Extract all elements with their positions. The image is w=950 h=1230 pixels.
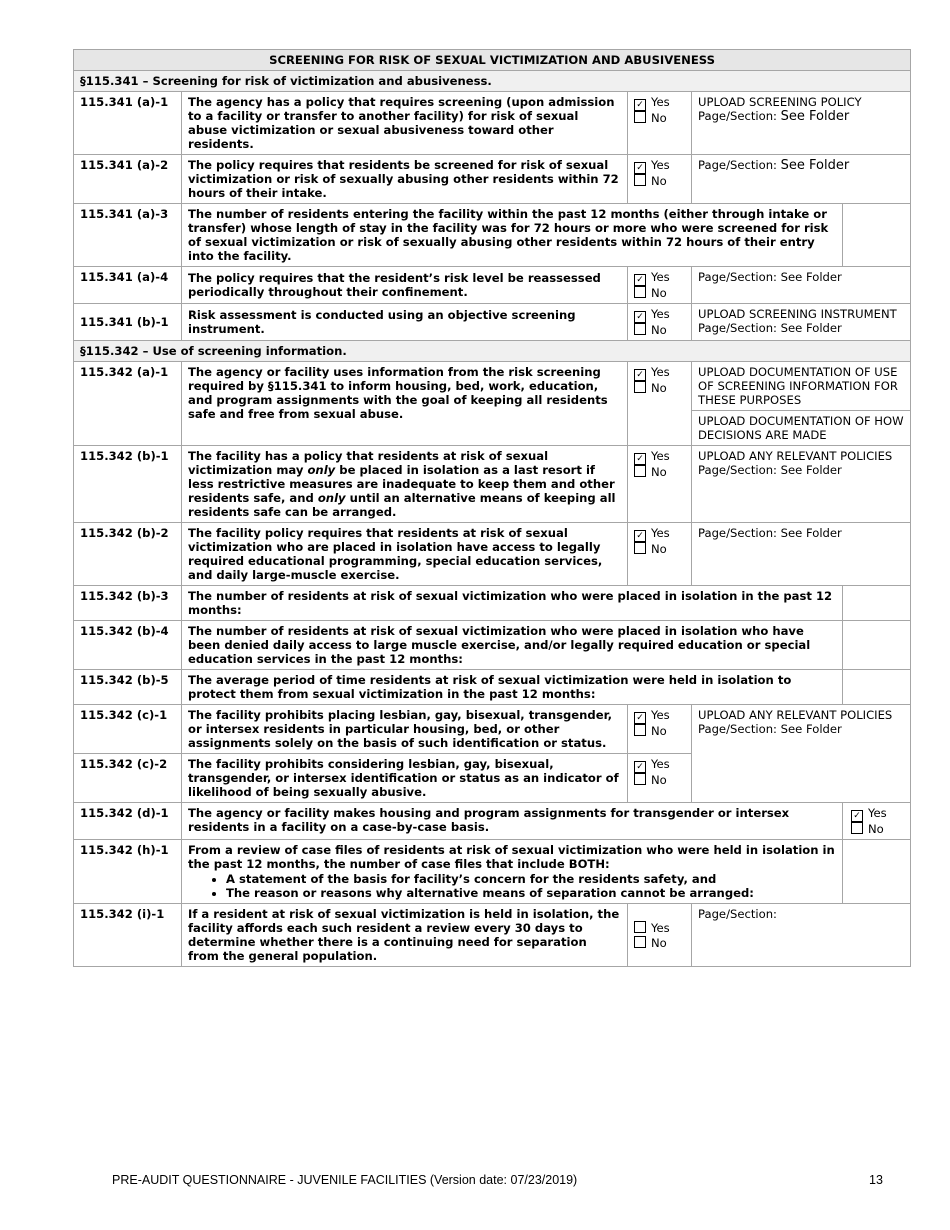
no-option[interactable]: No	[851, 821, 904, 836]
screening-table	[73, 49, 911, 967]
answer-input[interactable]	[843, 586, 911, 621]
no-option[interactable]: No	[634, 285, 685, 300]
page-section: Page/Section:	[698, 907, 777, 921]
row-code: 115.342 (d)-1	[74, 803, 182, 840]
table-title: SCREENING FOR RISK OF SEXUAL VICTIMIZATION AND ABUSIVENESS	[74, 50, 911, 71]
row-question: The policy requires that the resident’s risk level be reassessed periodically throughout their confinement.	[182, 267, 628, 304]
yes-option[interactable]: Yes	[634, 920, 685, 935]
list-item: • The reason or reasons why alternative means of separation cannot be arranged:	[226, 886, 836, 900]
no-option[interactable]: No	[634, 380, 685, 395]
page-section-value: See Folder	[780, 270, 842, 284]
upload-cell	[692, 446, 911, 523]
row-code: 115.342 (b)-2	[74, 523, 182, 586]
yes-no-group	[628, 267, 692, 304]
row-code: 115.341 (a)-1	[74, 92, 182, 155]
checkbox-checked-icon[interactable]: ✓	[851, 810, 863, 822]
no-option[interactable]: No	[634, 110, 685, 125]
page-section-value: See Folder	[780, 722, 842, 736]
checkbox-checked-icon[interactable]: ✓	[634, 274, 646, 286]
table-row	[74, 705, 911, 754]
checkbox-icon[interactable]	[634, 111, 646, 123]
checkbox-icon[interactable]	[634, 936, 646, 948]
row-question: The policy requires that residents be screened for risk of sexual victimization or risk of sexually abusing other residents within 72 hours of their intake.	[182, 155, 628, 204]
yes-option[interactable]: ✓ Yes	[634, 449, 685, 464]
row-question: The agency has a policy that requires screening (upon admission to a facility or transfer to another facility) for risk of sexual abuse victimization or sexual abusiveness toward other residents.	[182, 92, 628, 155]
table-row	[74, 362, 911, 411]
no-option[interactable]: No	[634, 723, 685, 738]
row-question: The agency or facility uses information from the risk screening required by §115.341 to inform housing, bed, work, education, and program assignments with the goal of keeping all residents safe and free from sexual abuse.	[182, 362, 628, 446]
page-section: Page/Section: See Folder	[698, 463, 842, 477]
answer-input[interactable]	[843, 204, 911, 267]
yes-no-group	[628, 705, 692, 754]
row-code: 115.341 (b)-1	[74, 304, 182, 341]
upload-label[interactable]: UPLOAD ANY RELEVANT POLICIES	[698, 708, 893, 722]
row-code: 115.342 (b)-1	[74, 446, 182, 523]
table-row	[74, 204, 911, 267]
section-heading-342: §115.342 – Use of screening information.	[74, 341, 911, 362]
checkbox-checked-icon[interactable]: ✓	[634, 99, 646, 111]
yes-option[interactable]: ✓ Yes	[634, 307, 685, 322]
page-section: Page/Section: See Folder	[698, 270, 842, 284]
row-code: 115.342 (b)-4	[74, 621, 182, 670]
section-heading-341: §115.341 – Screening for risk of victimization and abusiveness.	[74, 71, 911, 92]
checkbox-icon[interactable]	[634, 286, 646, 298]
table-row	[74, 803, 911, 840]
page-section: Page/Section: See Folder	[698, 321, 842, 335]
page-section: Page/Section: See Folder	[698, 158, 850, 173]
checkbox-icon[interactable]	[634, 323, 646, 335]
table-row	[74, 670, 911, 705]
table-row	[74, 621, 911, 670]
answer-input[interactable]	[843, 621, 911, 670]
upload-label[interactable]: UPLOAD ANY RELEVANT POLICIES	[698, 449, 893, 463]
yes-option[interactable]: ✓ Yes	[634, 708, 685, 723]
yes-option[interactable]: ✓ Yes	[634, 158, 685, 173]
page-section-value: See Folder	[780, 321, 842, 335]
yes-option[interactable]: ✓ Yes	[634, 526, 685, 541]
yes-option[interactable]: ✓ Yes	[634, 270, 685, 285]
row-code: 115.341 (a)-3	[74, 204, 182, 267]
page-section-value: See Folder	[780, 463, 842, 477]
upload-cell	[692, 92, 911, 155]
yes-no-group	[628, 92, 692, 155]
yes-option[interactable]: ✓ Yes	[634, 95, 685, 110]
row-code: 115.342 (b)-5	[74, 670, 182, 705]
row-code: 115.341 (a)-2	[74, 155, 182, 204]
row-code: 115.342 (b)-3	[74, 586, 182, 621]
table-row	[74, 840, 911, 904]
table-row	[74, 155, 911, 204]
checkbox-checked-icon[interactable]: ✓	[634, 453, 646, 465]
row-question: If a resident at risk of sexual victimization is held in isolation, the facility affords each such resident a review every 30 days to determine whether there is a continuing need for separation from the general population.	[182, 904, 628, 967]
table-row	[74, 92, 911, 155]
row-question: The number of residents at risk of sexual victimization who were placed in isolation who have been denied daily access to large muscle exercise, and/or legally required education or special education services in the past 12 months:	[182, 621, 843, 670]
yes-no-group	[628, 446, 692, 523]
checkbox-checked-icon[interactable]: ✓	[634, 162, 646, 174]
footer-title: PRE-AUDIT QUESTIONNAIRE - JUVENILE FACILITIES (Version date: 07/23/2019)	[112, 1173, 578, 1187]
page-section-value: See Folder	[780, 526, 842, 540]
checkbox-icon[interactable]	[634, 381, 646, 393]
no-option[interactable]: No	[634, 173, 685, 188]
upload-cell	[692, 705, 911, 803]
no-option[interactable]: No	[634, 541, 685, 556]
no-option[interactable]: No	[634, 464, 685, 479]
row-question: The number of residents at risk of sexual victimization who were placed in isolation in the past 12 months:	[182, 586, 843, 621]
bullet-list	[188, 872, 836, 900]
upload-label[interactable]: UPLOAD SCREENING POLICY	[698, 95, 862, 109]
page-section-value: See Folder	[780, 158, 850, 173]
row-code: 115.341 (a)-4	[74, 267, 182, 304]
table-row	[74, 586, 911, 621]
row-code: 115.342 (h)-1	[74, 840, 182, 904]
upload-cell	[692, 904, 911, 967]
row-code: 115.342 (i)-1	[74, 904, 182, 967]
checkbox-checked-icon[interactable]: ✓	[634, 311, 646, 323]
yes-option[interactable]: ✓ Yes	[851, 806, 904, 821]
yes-no-group	[843, 803, 911, 840]
table-row	[74, 904, 911, 967]
row-code: 115.342 (c)-1	[74, 705, 182, 754]
table-row	[74, 446, 911, 523]
row-question: From a review of case files of residents at risk of sexual victimization who were held in isolation in the past 12 months, the number of case files that include BOTH: • A statement of the basis for facility’s concern for the residents safety, and • The reason or reasons why alternative means of separation cannot be arranged:	[182, 840, 843, 904]
row-question: Risk assessment is conducted using an objective screening instrument.	[182, 304, 628, 341]
yes-no-group	[628, 904, 692, 967]
upload-cell	[692, 267, 911, 304]
upload-cell[interactable]: UPLOAD DOCUMENTATION OF USE OF SCREENING INFORMATION FOR THESE PURPOSES	[692, 362, 911, 411]
row-question: The facility prohibits considering lesbian, gay, bisexual, transgender, or intersex identification or status as an indicator of likelihood of being sexually abusive.	[182, 754, 628, 803]
checkbox-checked-icon[interactable]: ✓	[634, 712, 646, 724]
checkbox-icon[interactable]	[634, 174, 646, 186]
row-question: The agency or facility makes housing and program assignments for transgender or intersex residents in a facility on a case-by-case basis.	[182, 803, 843, 840]
checkbox-icon[interactable]	[634, 724, 646, 736]
yes-no-group	[628, 304, 692, 341]
page-section: Page/Section: See Folder	[698, 109, 850, 124]
row-code: 115.342 (c)-2	[74, 754, 182, 803]
checkbox-icon[interactable]	[851, 822, 863, 834]
checkbox-icon[interactable]	[634, 542, 646, 554]
page-section: Page/Section: See Folder	[698, 722, 842, 736]
yes-option[interactable]: ✓ Yes	[634, 757, 685, 772]
checkbox-checked-icon[interactable]: ✓	[634, 761, 646, 773]
upload-cell[interactable]: UPLOAD DOCUMENTATION OF HOW DECISIONS ARE MADE	[692, 411, 911, 446]
table-row	[74, 523, 911, 586]
upload-cell	[692, 155, 911, 204]
no-option[interactable]: No	[634, 322, 685, 337]
checkbox-checked-icon[interactable]: ✓	[634, 369, 646, 381]
row-question: The facility has a policy that residents at risk of sexual victimization may only be placed in isolation as a last resort if less restrictive measures are inadequate to keep them and other residents safe, and only until an alternative means of keeping all residents safe can be arranged.	[182, 446, 628, 523]
no-option[interactable]: No	[634, 935, 685, 950]
upload-label[interactable]: UPLOAD SCREENING INSTRUMENT	[698, 307, 897, 321]
checkbox-icon[interactable]	[634, 773, 646, 785]
page-number: 13	[869, 1173, 883, 1187]
page-section-value: See Folder	[780, 109, 850, 124]
row-question: The average period of time residents at risk of sexual victimization were held in isolation to protect them from sexual victimization in the past 12 months:	[182, 670, 843, 705]
row-question: The facility prohibits placing lesbian, gay, bisexual, transgender, or intersex residents in particular housing, bed, or other assignments solely on the basis of such identification or status.	[182, 705, 628, 754]
checkbox-icon[interactable]	[634, 465, 646, 477]
yes-no-group	[628, 754, 692, 803]
upload-cell	[692, 523, 911, 586]
row-question: The facility policy requires that residents at risk of sexual victimization who are placed in isolation have access to legally required educational programming, special education services, and daily large-muscle exercise.	[182, 523, 628, 586]
yes-no-group	[628, 523, 692, 586]
page-section: Page/Section: See Folder	[698, 526, 842, 540]
upload-cell	[692, 304, 911, 341]
list-item: • A statement of the basis for facility’s concern for the residents safety, and	[226, 872, 836, 886]
checkbox-icon[interactable]	[634, 921, 646, 933]
row-code: 115.342 (a)-1	[74, 362, 182, 446]
yes-option[interactable]: ✓ Yes	[634, 365, 685, 380]
table-row	[74, 267, 911, 304]
yes-no-group	[628, 362, 692, 446]
checkbox-checked-icon[interactable]: ✓	[634, 530, 646, 542]
no-option[interactable]: No	[634, 772, 685, 787]
row-question: The number of residents entering the facility within the past 12 months (either through intake or transfer) whose length of stay in the facility was for 72 hours or more who were screened for risk of sexual victimization or risk of sexually abusing other residents within 72 hours of their entry into the facility.	[182, 204, 843, 267]
answer-input[interactable]	[843, 670, 911, 705]
answer-input[interactable]	[843, 840, 911, 904]
yes-no-group	[628, 155, 692, 204]
table-row	[74, 304, 911, 341]
